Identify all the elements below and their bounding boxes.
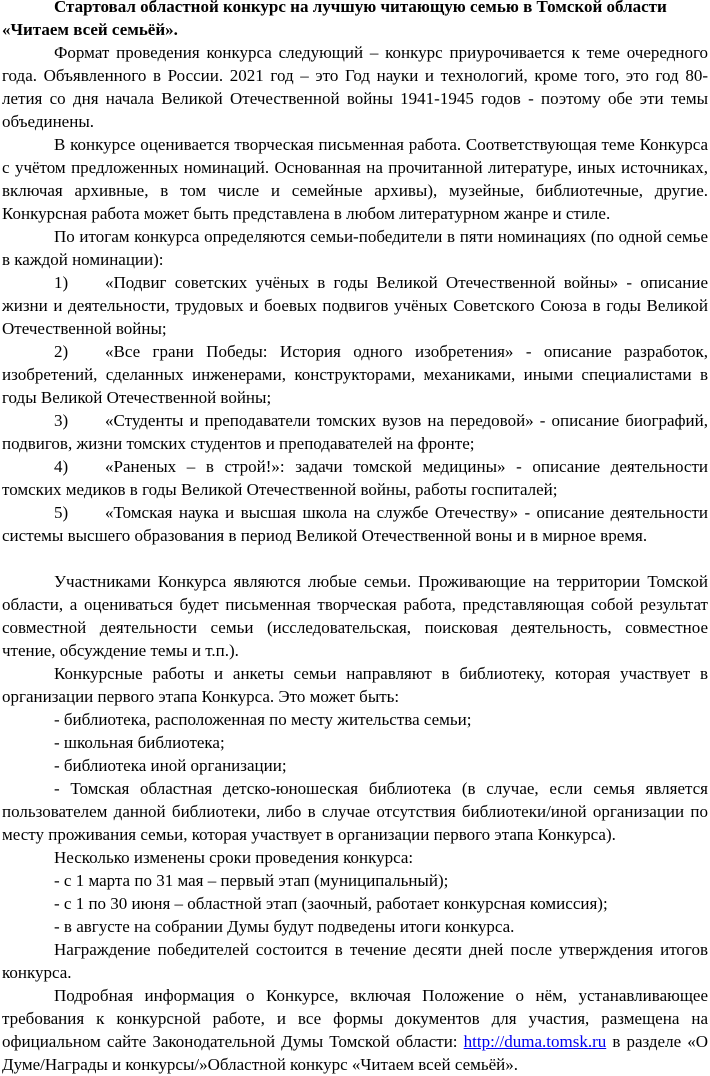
info-text-after-link: в разделе «О Думе/Награды и конкурсы/»Областной конкурс «Читаем всей семьёй». <box>2 1032 708 1074</box>
library-item-4: - Томская областная детско-юношеская библиотека (в случае, если семья является пользователем данной библиотеки, либо в случае отсутствия библиотеки/иной организации по месту проживания семьи, которая участвует в организации первого этапа Конкурса). <box>2 779 708 844</box>
info-text-before-link: Подробная информация о Конкурсе, включая Положение о нём, устанавливающее требования к конкурсной работе, и все формы документов для участия, размещена на официальном сайте Законодательной Думы Томской области: <box>2 986 708 1051</box>
nomination-number: 2) <box>54 342 69 361</box>
nomination-number: 3) <box>54 411 69 430</box>
nomination-text: «Студенты и преподаватели томских вузов на передовой» - описание биографий, подвигов, жизни томских студентов и преподавателей на фронте; <box>2 411 708 453</box>
library-item-3: - библиотека иной организации; <box>54 756 287 775</box>
nomination-number: 1) <box>54 273 69 292</box>
submission-paragraph: Конкурсные работы и анкеты семьи направляют в библиотеку, которая участвует в организации первого этапа Конкурса. Это может быть: <box>2 664 708 706</box>
library-item-2: - школьная библиотека; <box>54 733 225 752</box>
nomination-number: 4) <box>54 457 69 476</box>
schedule-item-2: - с 1 по 30 июня – областной этап (заочный, работает конкурсная комиссия); <box>54 894 608 913</box>
paragraph-gap <box>2 547 708 570</box>
nomination-text: «Томская наука и высшая школа на службе Отечеству» - описание деятельности системы высшего образования в период Великой Отечественной воны и в мирное время. <box>2 503 708 545</box>
intro-paragraph-2: В конкурсе оценивается творческая письменная работа. Соответствующая теме Конкурса с учётом предложенных номинаций. Основанная на прочитанной литературе, иных источниках, включая архивные, в том числе и семейные архивы), музейные, библиотечные, другие. Конкурсная работа может быть представлена в любом литературном жанре и стиле. <box>2 135 708 223</box>
nomination-item-4 <box>2 455 708 501</box>
intro-paragraph-1: Формат проведения конкурса следующий – конкурс приурочивается к теме очередного года. Объявленного в России. 2021 год – это Год науки и технологий, кроме того, это год 80-летия со дня начала Великой Отечественной войны 1941-1945 годов - поэтому обе эти темы объединены. <box>2 43 708 131</box>
intro-paragraph-3: По итогам конкурса определяются семьи-победители в пяти номинациях (по одной семье в каждой номинации): <box>2 227 708 269</box>
schedule-intro: Несколько изменены сроки проведения конкурса: <box>54 848 414 867</box>
nomination-item-2 <box>2 340 708 409</box>
document-title: Стартовал областной конкурс на лучшую читающую семью в Томской области «Читаем всей семьёй». <box>2 0 667 39</box>
nomination-text: «Все грани Победы: История одного изобретения» - описание разработок, изобретений, сделанных инженерами, конструкторами, механиками, иными специалистами в годы Великой Отечественной войны; <box>2 342 708 407</box>
nomination-text: «Раненых – в строй!»: задачи томской медицины» - описание деятельности томских медиков в годы Великой Отечественной войны, работы госпиталей; <box>2 457 708 499</box>
duma-website-link[interactable]: http://duma.tomsk.ru <box>463 1032 607 1051</box>
schedule-item-1: - с 1 марта по 31 мая – первый этап (муниципальный); <box>54 871 449 890</box>
award-paragraph: Награждение победителей состоится в течение десяти дней после утверждения итогов конкурса. <box>2 940 708 982</box>
participants-paragraph: Участниками Конкурса являются любые семьи. Проживающие на территории Томской области, а оцениваться будет письменная творческая работа, представляющая собой результат совместной деятельности семьи (исследовательская, поисковая деятельность, совместное чтение, обсуждение темы и т.п.). <box>2 572 708 660</box>
info-paragraph <box>2 984 708 1076</box>
schedule-item-3: - в августе на собрании Думы будут подведены итоги конкурса. <box>54 917 515 936</box>
nomination-text: «Подвиг советских учёных в годы Великой Отечественной войны» - описание жизни и деятельности, трудовых и боевых подвигов учёных Советского Союза в годы Великой Отечественной войны; <box>2 273 708 338</box>
nomination-number: 5) <box>54 503 69 522</box>
nomination-item-5 <box>2 501 708 547</box>
nomination-item-3 <box>2 409 708 455</box>
library-item-1: - библиотека, расположенная по месту жительства семьи; <box>54 710 472 729</box>
nomination-item-1 <box>2 271 708 340</box>
